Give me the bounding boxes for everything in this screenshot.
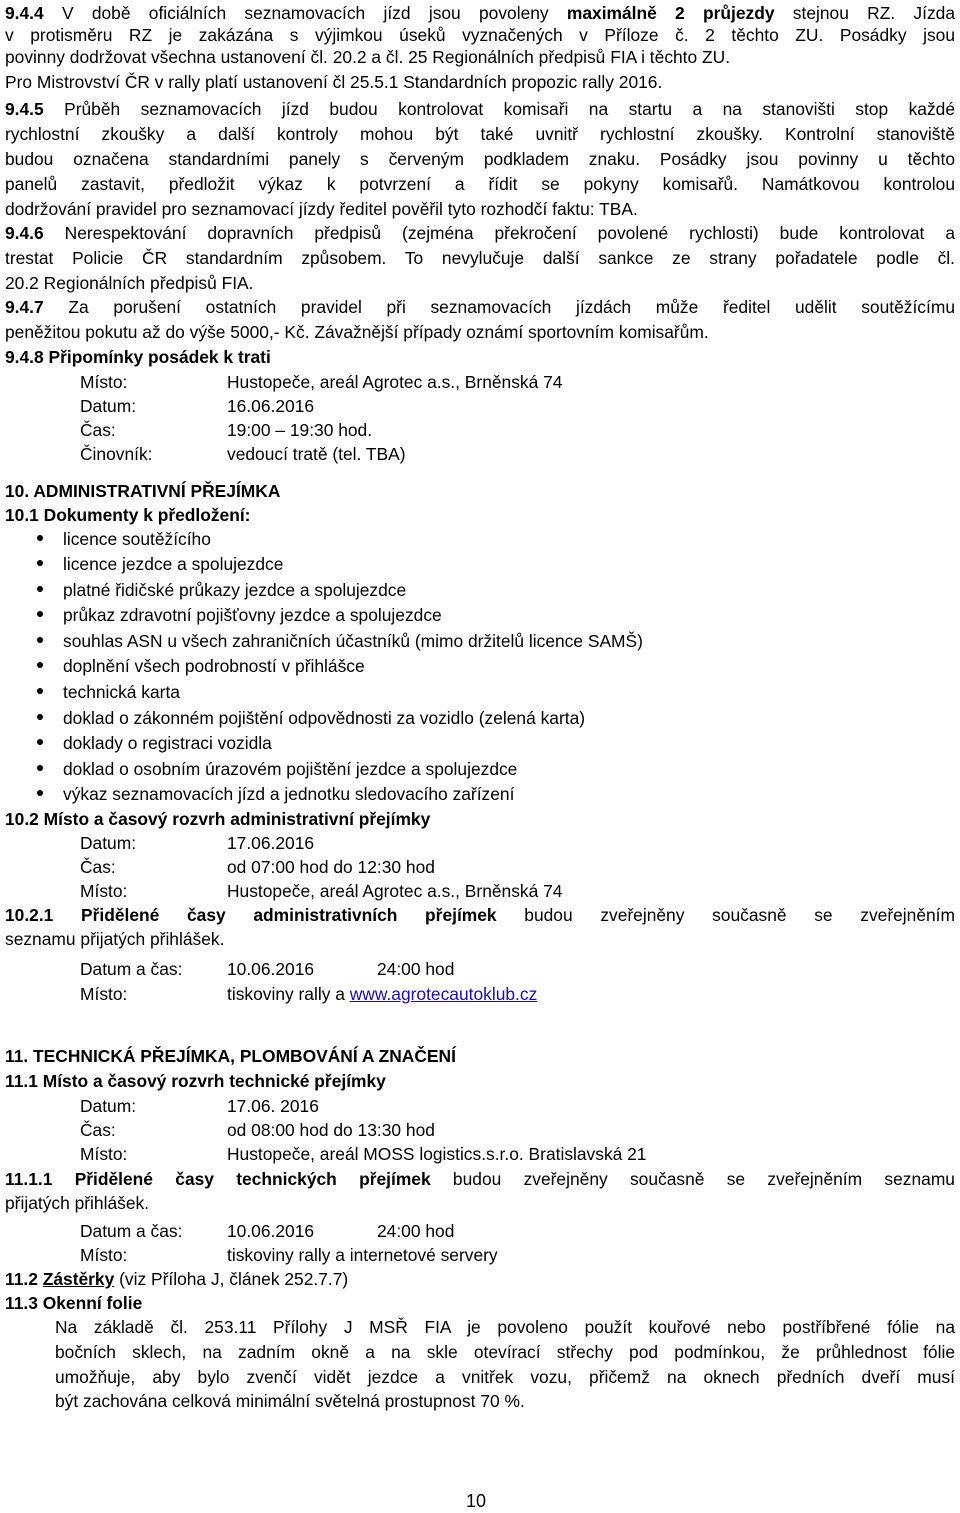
label-time: Čas: bbox=[80, 857, 116, 877]
value-time: 19:00 – 19:30 hod. bbox=[227, 420, 373, 440]
text: stejnou RZ. Jízda bbox=[774, 3, 955, 23]
paragraph-10-2-1-line-1 bbox=[5, 904, 955, 926]
label-place: Místo: bbox=[80, 1144, 128, 1164]
list-item: licence soutěžícího bbox=[63, 529, 211, 549]
paragraph-11-1-1-line-1 bbox=[5, 1168, 955, 1190]
list-item: doplnění všech podrobností v přihlášce bbox=[63, 656, 365, 676]
paragraph-947-line-2: peněžitou pokutu až do výše 5000,- Kč. Závažnější případy oznámí sportovním komisařům. bbox=[5, 322, 709, 342]
label-place: Místo: bbox=[80, 372, 128, 392]
paragraph-945-line-2: rychlostní zkoušky a další kontroly mohou být také uvnitř rychlostní zkoušky. Kontrolní stanoviště bbox=[5, 124, 955, 144]
text: V době oficiálních seznamovacích jízd jsou povoleny bbox=[43, 3, 567, 23]
list-item: souhlas ASN u všech zahraničních účastníků (mimo držitelů licence SAMŠ) bbox=[63, 631, 643, 651]
paragraph-945-line-1 bbox=[5, 98, 955, 120]
section-number: 9.4.6 bbox=[5, 223, 44, 243]
label-place: Místo: bbox=[80, 1245, 128, 1265]
subheading: 11.1.1 Přidělené časy technických přejímek bbox=[5, 1169, 431, 1189]
paragraph-945-line-4: panelů zastavit, předložit výkaz k potvrzení a řídit se pokyny komisařů. Namátkovou kontrolou bbox=[5, 174, 955, 194]
paragraph-11-3-line-2: bočních sklech, na zadním okně a na skle otevírací střechy pod podmínkou, že průhlednost fólie bbox=[55, 1342, 955, 1362]
bullet-icon bbox=[37, 714, 43, 720]
value-date: 10.06.2016 bbox=[227, 1221, 315, 1241]
label-official: Činovník: bbox=[80, 444, 153, 464]
section-number: 11.2 bbox=[5, 1269, 38, 1289]
bullet-icon bbox=[37, 662, 43, 668]
bullet-icon bbox=[37, 586, 43, 592]
value-date: 10.06.2016 bbox=[227, 959, 315, 979]
label-place: Místo: bbox=[80, 984, 128, 1004]
bullet-icon bbox=[37, 688, 43, 694]
heading-10-2: 10.2 Místo a časový rozvrh administrativní přejímky bbox=[5, 809, 431, 829]
bullet-icon bbox=[37, 611, 43, 617]
text: budou zveřejněny současně se zveřejněním seznamu bbox=[430, 1169, 955, 1189]
value-time: od 08:00 hod do 13:30 hod bbox=[227, 1120, 435, 1140]
list-item: výkaz seznamovacích jízd a jednotku sledovacího zařízení bbox=[63, 784, 515, 804]
bullet-icon bbox=[37, 790, 43, 796]
subheading: Zástěrky bbox=[42, 1269, 115, 1289]
value-place: Hustopeče, areál Agrotec a.s., Brněnská 74 bbox=[227, 372, 563, 392]
heading-11-3: 11.3 Okenní folie bbox=[5, 1293, 143, 1313]
label-time: Čas: bbox=[80, 420, 116, 440]
value-date: 16.06.2016 bbox=[227, 396, 315, 416]
paragraph-944-line-1 bbox=[5, 2, 955, 24]
paragraph-945-line-3: budou označena standardními panely s červeným podkladem znaku. Posádky jsou povinny u těchto bbox=[5, 149, 955, 169]
subheading: 10.2.1 Přidělené časy administrativních přejímek bbox=[5, 905, 497, 925]
website-link[interactable]: www.agrotecautoklub.cz bbox=[349, 984, 538, 1004]
heading-10-1: 10.1 Dokumenty k předložení: bbox=[5, 505, 251, 525]
list-item: doklad o zákonném pojištění odpovědnosti za vozidlo (zelená karta) bbox=[63, 708, 586, 728]
heading-10: 10. ADMINISTRATIVNÍ PŘEJÍMKA bbox=[5, 481, 281, 501]
label-date: Datum: bbox=[80, 833, 137, 853]
paragraph-11-3-line-1: Na základě čl. 253.11 Přílohy J MSŘ FIA je povoleno použít kouřové nebo postříbřené fólie na bbox=[55, 1317, 955, 1337]
heading-11-1: 11.1 Místo a časový rozvrh technické přejímky bbox=[5, 1071, 386, 1091]
bullet-icon bbox=[37, 765, 43, 771]
list-item: licence jezdce a spolujezdce bbox=[63, 554, 284, 574]
value-time: 24:00 hod bbox=[377, 959, 455, 979]
section-number: 9.4.7 bbox=[5, 297, 44, 317]
paragraph-11-1-1-line-2: přijatých přihlášek. bbox=[5, 1193, 150, 1213]
text: tiskoviny rally a bbox=[227, 984, 350, 1004]
value-time: 24:00 hod bbox=[377, 1221, 455, 1241]
text: (viz Příloha J, článek 252.7.7) bbox=[114, 1269, 349, 1289]
value-place: Hustopeče, areál MOSS logistics.s.r.o. Bratislavská 21 bbox=[227, 1144, 647, 1164]
label-date: Datum: bbox=[80, 396, 137, 416]
paragraph-946-line-2: trestat Policie ČR standardním způsobem. To nevylučuje další sankce ze strany pořadatele podle čl. bbox=[5, 248, 955, 268]
page-number: 10 bbox=[466, 1491, 487, 1511]
list-item: platné řidičské průkazy jezdce a spolujezdce bbox=[63, 580, 407, 600]
text: Za porušení ostatních pravidel při seznamovacích jízdách může ředitel udělit soutěžícímu bbox=[43, 297, 955, 317]
value-time: od 07:00 hod do 12:30 hod bbox=[227, 857, 435, 877]
paragraph-944-line-3: povinny dodržovat všechna ustanovení čl. 20.2 a čl. 25 Regionálních předpisů FIA i těchto ZU. bbox=[5, 47, 731, 67]
bullet-icon bbox=[37, 535, 43, 541]
emphasis: maximálně 2 průjezdy bbox=[566, 3, 775, 23]
paragraph-947-line-1 bbox=[5, 296, 955, 318]
text: Nerespektování dopravních předpisů (zejména překročení povolené rychlosti) bude kontrolovat a bbox=[43, 223, 955, 243]
label-date-time: Datum a čas: bbox=[80, 959, 183, 979]
text: Průběh seznamovacích jízd budou kontrolovat komisaři na startu a na stanovišti stop každé bbox=[43, 99, 955, 119]
paragraph-946-line-3: 20.2 Regionálních předpisů FIA. bbox=[5, 273, 254, 293]
paragraph-944-line-4: Pro Mistrovství ČR v rally platí ustanovení čl 25.5.1 Standardních propozic rally 2016. bbox=[5, 72, 663, 92]
list-item: doklad o osobním úrazovém pojištění jezdce a spolujezdce bbox=[63, 759, 518, 779]
paragraph-944-line-2: v protisměru RZ je zakázána s výjimkou úseků vyznačených v Příloze č. 2 těchto ZU. Posádky jsou bbox=[5, 25, 955, 45]
paragraph-946-line-1 bbox=[5, 222, 955, 244]
paragraph-11-3-line-4: být zachována celková minimální světelná prostupnost 70 %. bbox=[55, 1391, 525, 1411]
heading-948: 9.4.8 Připomínky posádek k trati bbox=[5, 347, 271, 367]
value-official: vedoucí tratě (tel. TBA) bbox=[227, 444, 406, 464]
label-place: Místo: bbox=[80, 881, 128, 901]
list-item: technická karta bbox=[63, 682, 180, 702]
label-time: Čas: bbox=[80, 1120, 116, 1140]
value-date: 17.06. 2016 bbox=[227, 1096, 319, 1116]
section-number: 9.4.4 bbox=[5, 3, 44, 23]
list-item: doklady o registraci vozidla bbox=[63, 733, 272, 753]
list-item: průkaz zdravotní pojišťovny jezdce a spolujezdce bbox=[63, 605, 442, 625]
value-place: tiskoviny rally a internetové servery bbox=[227, 1245, 498, 1265]
paragraph-945-line-5: dodržování pravidel pro seznamovací jízdy ředitel pověřil tyto rozhodčí faktu: TBA. bbox=[5, 199, 638, 219]
heading-11-2 bbox=[5, 1268, 348, 1290]
paragraph-11-3-line-3: umožňuje, aby bylo zvenčí vidět jezdce a vnitřek vozu, přičemž na oknech předních dveří musí bbox=[55, 1367, 955, 1387]
bullet-icon bbox=[37, 560, 43, 566]
bullet-icon bbox=[37, 739, 43, 745]
value-date: 17.06.2016 bbox=[227, 833, 315, 853]
value-place bbox=[227, 983, 537, 1005]
heading-11: 11. TECHNICKÁ PŘEJÍMKA, PLOMBOVÁNÍ A ZNAČENÍ bbox=[5, 1046, 456, 1066]
label-date-time: Datum a čas: bbox=[80, 1221, 183, 1241]
paragraph-10-2-1-line-2: seznamu přijatých přihlášek. bbox=[5, 929, 225, 949]
bullet-icon bbox=[37, 637, 43, 643]
text: budou zveřejněny současně se zveřejněním bbox=[496, 905, 956, 925]
section-number: 9.4.5 bbox=[5, 99, 44, 119]
value-place: Hustopeče, areál Agrotec a.s., Brněnská 74 bbox=[227, 881, 563, 901]
label-date: Datum: bbox=[80, 1096, 137, 1116]
